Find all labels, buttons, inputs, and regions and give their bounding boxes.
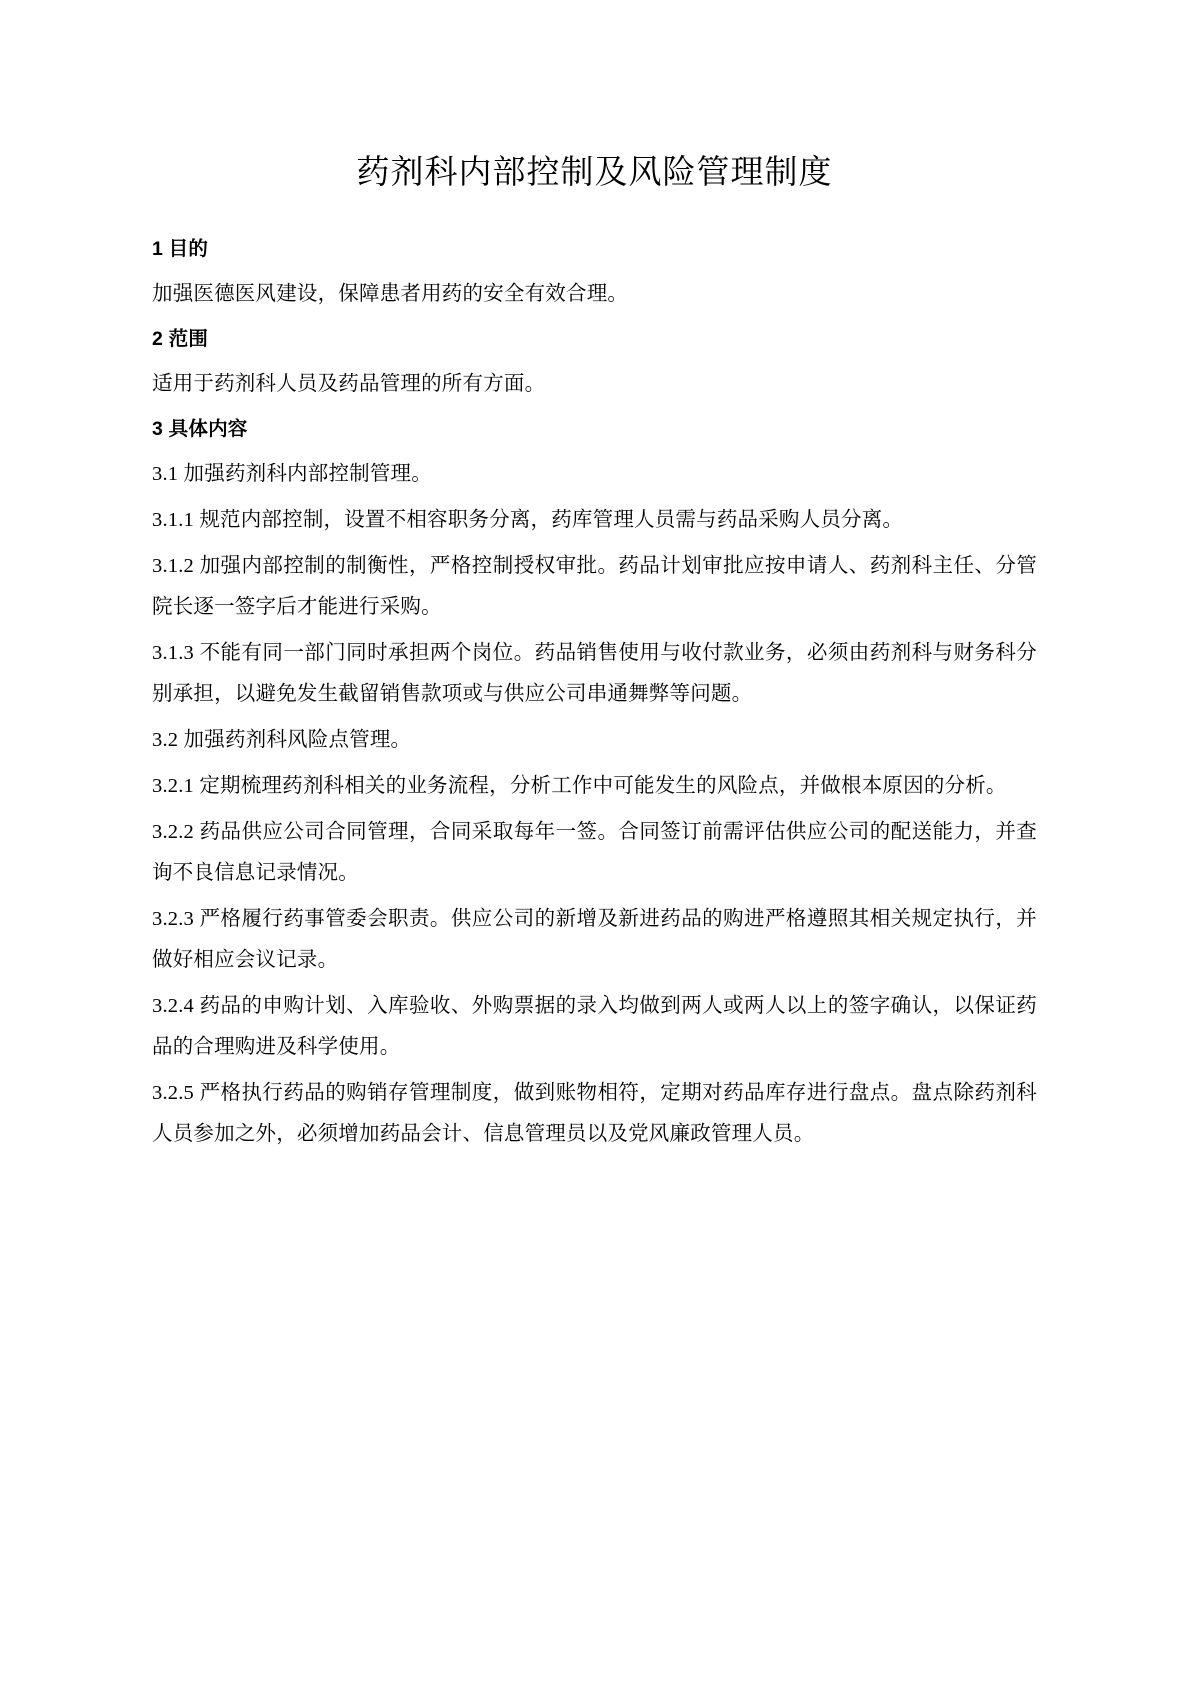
- paragraph: 3.2.4 药品的申购计划、入库验收、外购票据的录入均做到两人或两人以上的签字确认，以保证药品的合理购进及科学使用。: [152, 995, 1037, 1059]
- paragraph: 3.2.1 定期梳理药剂科相关的业务流程，分析工作中可能发生的风险点，并做根本原因的分析。: [152, 775, 1007, 798]
- paragraph: 3.2.5 严格执行药品的购销存管理制度，做到账物相符，定期对药品库存进行盘点。盘点除药剂科人员参加之外，必须增加药品会计、信息管理员以及党风廉政管理人员。: [152, 1082, 1037, 1146]
- paragraph: 3.1.3 不能有同一部门同时承担两个岗位。药品销售使用与收付款业务，必须由药剂科与财务科分别承担，以避免发生截留销售款项或与供应公司串通舞弊等问题。: [152, 642, 1037, 706]
- page-title: 药剂科内部控制及风险管理制度: [356, 155, 833, 191]
- section-heading: 2 范围: [152, 328, 209, 351]
- paragraph: 3.1 加强药剂科内部控制管理。: [152, 463, 432, 486]
- section-heading: 3 具体内容: [152, 418, 248, 441]
- paragraph: 3.1.1 规范内部控制，设置不相容职务分离，药库管理人员需与药品采购人员分离。: [152, 509, 904, 532]
- document-body: [152, 230, 1037, 1155]
- paragraph: 3.1.2 加强内部控制的制衡性，严格控制授权审批。药品计划审批应按申请人、药剂科主任、分管院长逐一签字后才能进行采购。: [152, 555, 1037, 619]
- section-heading: 1 目的: [152, 238, 209, 261]
- paragraph: 加强医德医风建设，保障患者用药的安全有效合理。: [152, 283, 629, 306]
- paragraph: 3.2.2 药品供应公司合同管理，合同采取每年一签。合同签订前需评估供应公司的配送能力，并查询不良信息记录情况。: [152, 821, 1037, 885]
- paragraph: 3.2 加强药剂科风险点管理。: [152, 729, 412, 752]
- paragraph: 3.2.3 严格履行药事管委会职责。供应公司的新增及新进药品的购进严格遵照其相关规定执行，并做好相应会议记录。: [152, 908, 1037, 972]
- paragraph: 适用于药剂科人员及药品管理的所有方面。: [152, 373, 546, 396]
